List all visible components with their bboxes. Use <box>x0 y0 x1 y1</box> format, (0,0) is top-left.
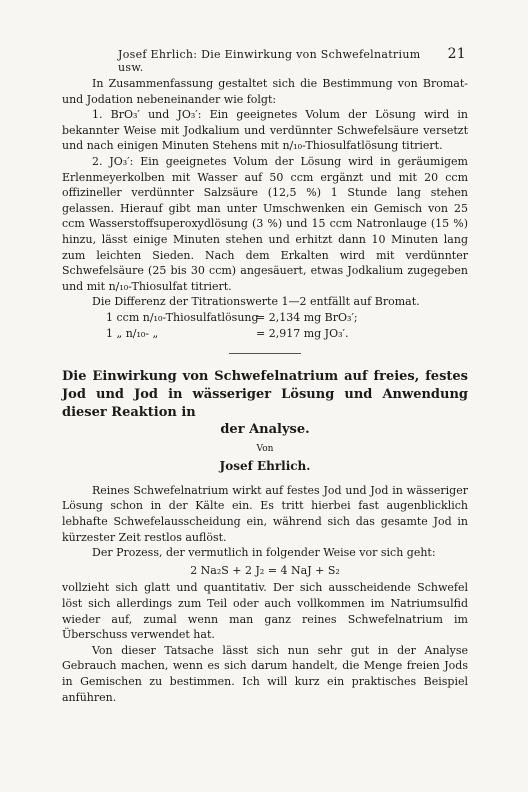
paragraph-3: vollzieht sich glatt und quantitativ. Der sich ausscheidende Schwefel löst sich allerdings zum Teil oder auch vollkommen im Natriumsulfid wieder auf, zumal wenn man ganz reines Schwefelnatrium im Überschuss verwendet hat. <box>62 581 468 642</box>
reaction-equation: 2 Na₂S + 2 J₂ = 4 NaJ + S₂ <box>190 563 340 577</box>
procedure-step-2: 2. JO₃′: Ein geeignetes Volum der Lösung wird in geräumigem Erlenmeyerkolben mit Wasser auf 50 ccm ergänzt und mit 20 ccm offizineller verdünnter Salzsäure (12,5 %) 1 Stunde lang stehen gelassen. Hierauf gibt man unter Umschwenken ein Gemisch von 25 ccm Wasserstoffsuperoxydlösung (3 %) und 15 ccm Natronlauge (15 %) hinzu, lässt einige Minuten stehen und erhitzt dann 10 Minuten lang zum leichten Sieden. Nach dem Erkalten wird mit verdünnter Schwefelsäure (25 bis 30 ccm) angesäuert, etwas Jodkalium zugegeben und mit n/₁₀-Thiosulfat titriert. <box>62 154 468 293</box>
procedure-step-1: 1. BrO₃′ und JO₃′: Ein geeignetes Volum der Lösung wird in bekannter Weise mit Jodkalium und verdünnter Schwefelsäure versetzt und nach einigen Minuten Stehens mit n/₁₀-Thiosulfatlösung titriert. <box>62 108 468 153</box>
factor-bromate <box>106 310 468 326</box>
page-number: 21 <box>447 46 466 62</box>
running-title: Josef Ehrlich: Die Einwirkung von Schwefelnatrium usw. <box>118 48 421 74</box>
paragraph-4: Von dieser Tatsache lässt sich nun sehr gut in der Analyse Gebrauch machen, wenn es sich darum handelt, die Menge freien Jods in Gemischen zu bestimmen. Ich will kurz ein praktisches Beispiel anführen. <box>62 643 468 704</box>
paragraph-2: Der Prozess, der vermutlich in folgender Weise vor sich geht: <box>92 546 436 560</box>
paragraph-1: Reines Schwefelnatrium wirkt auf festes Jod und Jod in wässeriger Lösung schon in der Kälte ein. Es tritt hierbei fast augenblicklich lebhafte Schwefelausscheidung ein, während sich das gesamte Jod in kürzester Zeit restlos auflöst. <box>62 483 468 544</box>
factor-iodate-right: = 2,917 mg JO₃′. <box>256 326 349 340</box>
byline-von: Von <box>256 443 274 454</box>
factor-bromate-right: = 2,134 mg BrO₃′; <box>256 310 358 324</box>
conversion-factors <box>62 310 468 341</box>
factor-bromate-left: 1 ccm n/₁₀-Thiosulfatlösung <box>106 310 259 324</box>
article-author: Josef Ehrlich. <box>219 459 311 474</box>
article-title-last-line: der Analyse. <box>220 422 310 438</box>
difference-note: Die Differenz der Titrationswerte 1—2 entfällt auf Bromat. <box>92 295 420 309</box>
factor-iodate-left: 1 „ n/₁₀- „ <box>106 326 159 340</box>
page-body <box>62 76 468 705</box>
factor-iodate <box>106 326 468 342</box>
summary-intro: In Zusammenfassung gestaltet sich die Bestimmung von Bromat- und Jodation nebeneinander wie folgt: <box>62 77 468 106</box>
section-divider <box>229 353 301 354</box>
running-header <box>118 46 466 74</box>
article-title: Die Einwirkung von Schwefelnatrium auf freies, festes Jod und Jod in wässeriger Lösung und Anwendung dieser Reaktion in <box>62 369 468 421</box>
